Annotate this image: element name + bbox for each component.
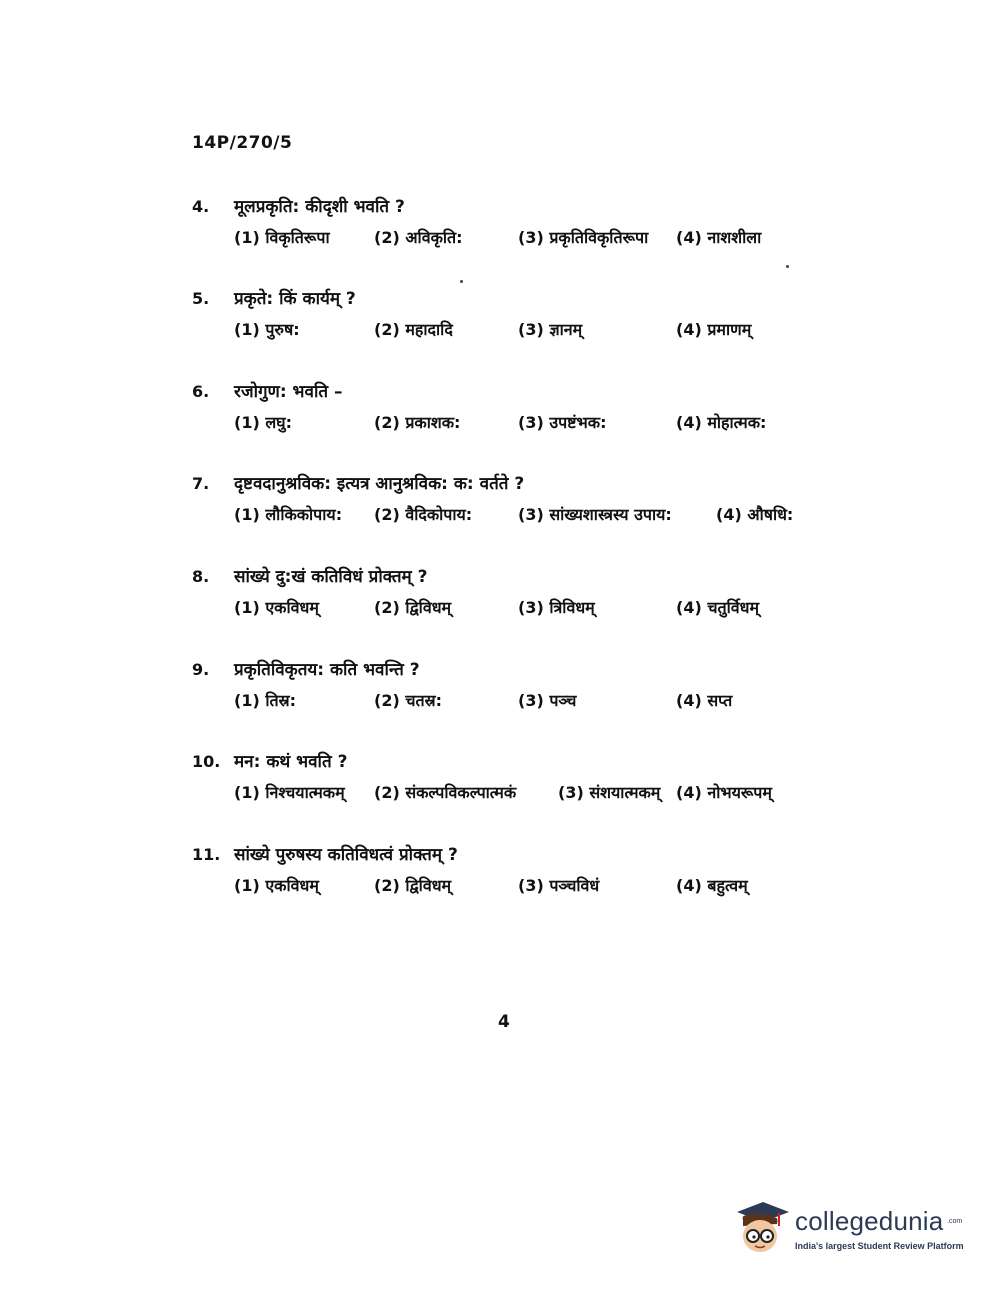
question-9: [192, 657, 832, 719]
question-number: 6.: [192, 382, 210, 401]
option-3: (3) ज्ञानम्: [518, 320, 583, 339]
question-text: सांख्ये पुरुषस्य कतिविधत्वं प्रोक्तम् ?: [234, 845, 458, 865]
mascot-icon: [733, 1198, 791, 1258]
options-row: [192, 226, 832, 256]
option-1: (1) तिस्र:: [234, 691, 296, 710]
question-number: 8.: [192, 567, 210, 586]
question-number: 5.: [192, 289, 210, 308]
option-2: (2) महादादि: [374, 320, 453, 339]
question-8: [192, 564, 832, 626]
option-2: (2) संकल्पविकल्पात्मकं: [374, 783, 517, 802]
question-7: [192, 471, 832, 533]
brand-domain-suffix: .com: [947, 1218, 963, 1225]
option-3: (3) पञ्च: [518, 691, 577, 710]
option-4: (4) मोहात्मक:: [676, 413, 767, 432]
options-row: [192, 411, 832, 441]
options-row: [192, 318, 832, 348]
option-2: (2) द्विविधम्: [374, 598, 452, 617]
option-1: (1) एकविधम्: [234, 598, 319, 617]
question-text: प्रकृते: किं कार्यम् ?: [234, 289, 356, 309]
question-number: 7.: [192, 474, 210, 493]
option-1: (1) लघु:: [234, 413, 293, 432]
question-text: रजोगुण: भवति –: [234, 382, 343, 402]
page-number: 4: [498, 1012, 510, 1032]
option-1: (1) निश्चयात्मकम्: [234, 783, 345, 802]
option-2: (2) प्रकाशक:: [374, 413, 461, 432]
option-4: (4) नोभयरूपम्: [676, 783, 772, 802]
question-4: [192, 194, 832, 256]
question-6: [192, 379, 832, 441]
scan-speck: [786, 265, 789, 268]
paper-code: 14P/270/5: [192, 133, 293, 153]
option-4: (4) सप्त: [676, 691, 733, 710]
option-1: (1) पुरुष:: [234, 320, 300, 339]
option-3: (3) सांख्यशास्त्रस्य उपाय:: [518, 505, 672, 524]
option-4: (4) बहुत्वम्: [676, 876, 748, 895]
option-2: (2) द्विविधम्: [374, 876, 452, 895]
option-3: (3) त्रिविधम्: [518, 598, 595, 617]
question-text: मन: कथं भवति ?: [234, 752, 348, 772]
option-2: (2) वैदिकोपाय:: [374, 505, 473, 524]
options-row: [192, 503, 832, 533]
option-3: (3) पञ्चविधं: [518, 876, 600, 895]
question-5: [192, 286, 832, 348]
option-1: (1) लौकिकोपाय:: [234, 505, 343, 524]
question-text: प्रकृतिविकृतय: कति भवन्ति ?: [234, 660, 420, 680]
question-text: दृष्टवदानुश्रविक: इत्यत्र आनुश्रविक: क: वर्तते ?: [234, 474, 525, 494]
options-row: [192, 689, 832, 719]
question-text: मूलप्रकृति: कीदृशी भवति ?: [234, 197, 405, 217]
question-11: [192, 842, 832, 904]
question-number: 4.: [192, 197, 210, 216]
option-4: (4) चतुर्विधम्: [676, 598, 760, 617]
option-4: (4) प्रमाणम्: [676, 320, 752, 339]
collegedunia-watermark: [733, 1198, 963, 1258]
brand-tagline: India's largest Student Review Platform: [795, 1241, 964, 1251]
question-text: सांख्ये दु:खं कतिविधं प्रोक्तम् ?: [234, 567, 428, 587]
options-row: [192, 874, 832, 904]
question-number: 11.: [192, 845, 221, 864]
option-1: (1) विकृतिरूपा: [234, 228, 330, 247]
question-10: [192, 749, 832, 811]
option-4: (4) नाशशीला: [676, 228, 762, 247]
option-2: (2) चतस्र:: [374, 691, 442, 710]
option-3: (3) उपष्टंभक:: [518, 413, 607, 432]
question-number: 10.: [192, 752, 221, 771]
option-1: (1) एकविधम्: [234, 876, 319, 895]
option-3: (3) संशयात्मकम्: [558, 783, 661, 802]
options-row: [192, 781, 832, 811]
scan-speck: [460, 280, 463, 283]
option-3: (3) प्रकृतिविकृतिरूपा: [518, 228, 649, 247]
option-2: (2) अविकृति:: [374, 228, 463, 247]
brand-name: collegedunia: [795, 1206, 944, 1236]
options-row: [192, 596, 832, 626]
question-number: 9.: [192, 660, 210, 679]
option-4: (4) औषधि:: [716, 505, 794, 524]
